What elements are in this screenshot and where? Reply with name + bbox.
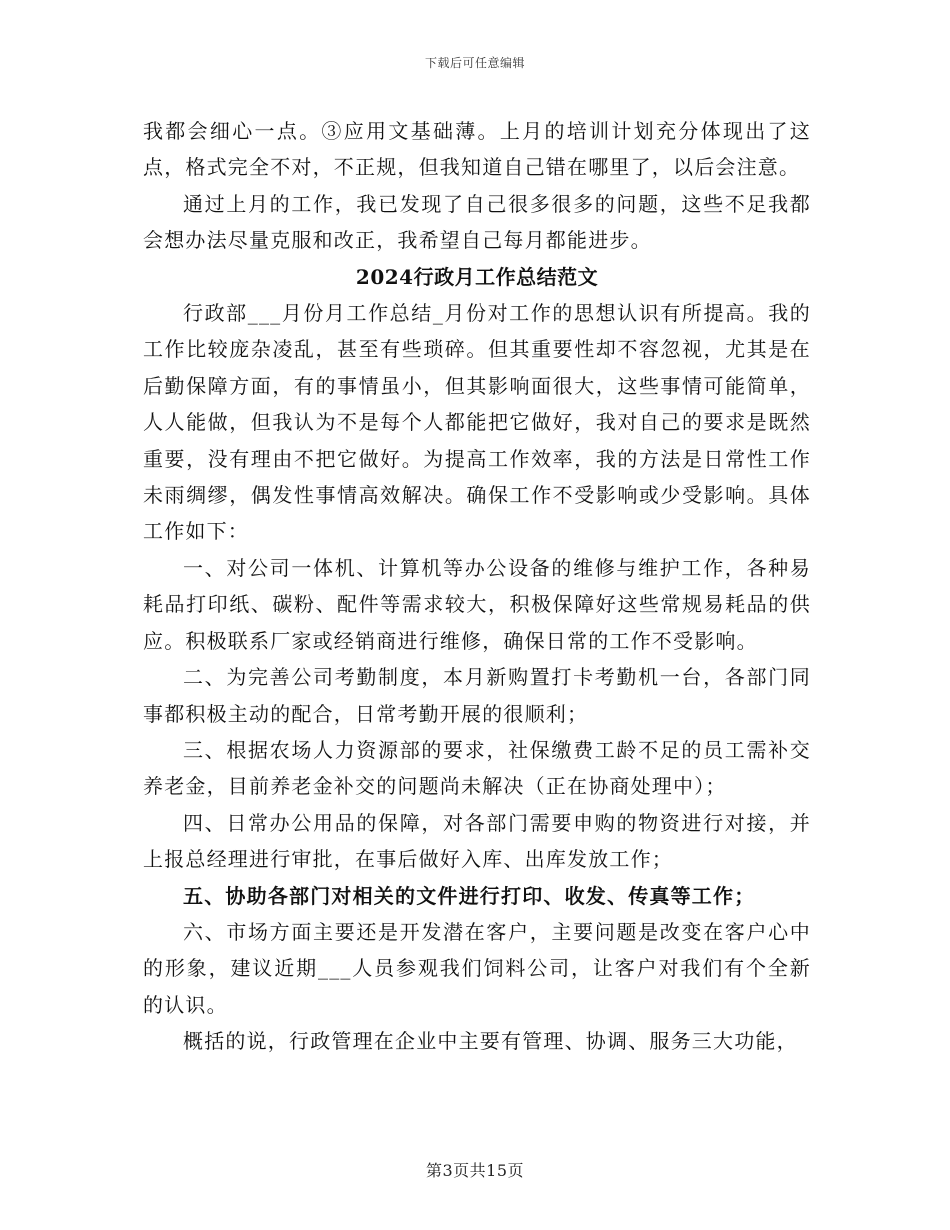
list-item: 二、为完善公司考勤制度，本月新购置打卡考勤机一台，各部门同事都积极主动的配合，日常考勤开展的很顺利； xyxy=(143,665,811,726)
paragraph: 我都会细心一点。③应用文基础薄。上月的培训计划充分体现出了这点，格式完全不对，不正规，但我知道自己错在哪里了，以后会注意。 xyxy=(143,119,811,180)
list-item: 五、协助各部门对相关的文件进行打印、收发、传真等工作； xyxy=(183,883,756,908)
page-header: 下载后可任意编辑 xyxy=(424,56,525,70)
page-number: 第3页共15页 xyxy=(425,1161,525,1180)
paragraph: 通过上月的工作，我已发现了自己很多很多的问题，这些不足我都会想办法尽量克服和改正，我希望自己每月都能进步。 xyxy=(143,191,811,253)
document-body xyxy=(143,113,811,1060)
paragraph: 概括的说，行政管理在企业中主要有管理、协调、服务三大功能， xyxy=(183,1029,798,1054)
section-title: 2024行政月工作总结范文 xyxy=(355,264,599,289)
list-item: 四、日常办公用品的保障，对各部门需要申购的物资进行对接，并上报总经理进行审批，在事后做好入库、出库发放工作； xyxy=(143,810,811,872)
list-item: 一、对公司一体机、计算机等办公设备的维修与维护工作，各种易耗品打印纸、碳粉、配件等需求较大，积极保障好这些常规易耗品的供应。积极联系厂家或经销商进行维修，确保日常的工作不受影响。 xyxy=(143,555,811,653)
list-item: 六、市场方面主要还是开发潜在客户，主要问题是改变在客户心中的形象，建议近期___人员参观我们饲料公司，让客户对我们有个全新的认识。 xyxy=(143,919,811,1017)
paragraph: 行政部___月份月工作总结_月份对工作的思想认识有所提高。我的工作比较庞杂凌乱，甚至有些琐碎。但其重要性却不容忽视，尤其是在后勤保障方面，有的事情虽小，但其影响面很大，这些事情可能简单，人人能做，但我认为不是每个人都能把它做好，我对自己的要求是既然重要，没有理由不把它做好。为提高工作效率，我的方法是日常性工作未雨绸缪，偶发性事情高效解决。确保工作不受影响或少受影响。具体工作如下： xyxy=(143,301,811,544)
list-item: 三、根据农场人力资源部的要求，社保缴费工龄不足的员工需补交养老金，目前养老金补交的问题尚未解决（正在协商处理中）； xyxy=(143,737,811,799)
